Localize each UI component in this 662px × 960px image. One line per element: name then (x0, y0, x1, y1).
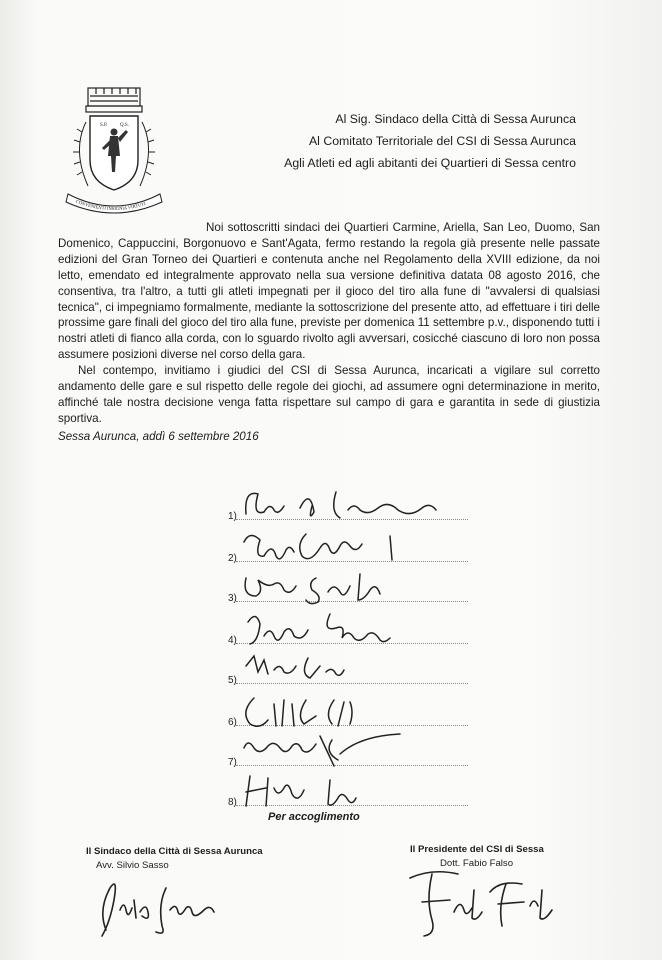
president-title: Il Presidente del CSI di Sessa (410, 844, 544, 855)
signature-number: 4) (228, 635, 237, 646)
place-and-date: Sessa Aurunca, addì 6 settembre 2016 (58, 430, 259, 443)
signature-number: 7) (228, 757, 237, 768)
handwritten-signature (240, 608, 470, 648)
letter-body (58, 220, 600, 427)
paragraph-commitment: Noi sottoscritti sindaci dei Quartieri Carmine, Ariella, San Leo, Duomo, San Domenico, Cappuccini, Borgonuovo e Sant'Agata, fermo restando la regola già presente nelle passate edizioni del Gran Torneo dei Quartieri e contenuta anche nel Regolamento della XVIII edizione, da noi letto, emendato ed integralmente approvato nella sua versione definitiva datata 08 agosto 2016, che consentiva, tra l'altro, a tutti gli atleti impegnati per il gioco del tiro alla fune di "avvalersi di qualsiasi tecnica", ci impegniamo formalmente, mediante la sottoscrizione del presente atto, ad effettuare i tiri delle prossime gare finali del gioco del tiro alla fune, previste per domenica 11 settembre p.v., disponendo tutti i nostri atleti di fianco alla corda, con lo sguardo rivolto agli avversari, cosicché ciascuno di loro non possa assumere posizioni diverse nel corso della gara. (58, 221, 600, 362)
signature-number: 8) (228, 797, 237, 808)
handwritten-signature (240, 730, 470, 770)
signature-number: 2) (228, 553, 237, 564)
addressee-athletes: Agli Atleti ed agli abitanti dei Quartieri di Sessa centro (284, 156, 576, 170)
signature-row (228, 526, 468, 566)
acceptance-heading: Per accoglimento (268, 811, 360, 823)
mayor-title: Il Sindaco della Città di Sessa Aurunca (86, 846, 263, 857)
handwritten-signature (240, 690, 470, 730)
signature-row (228, 608, 468, 648)
mayor-name: Avv. Silvio Sasso (96, 860, 169, 871)
handwritten-signature (240, 484, 470, 524)
signature-row (228, 484, 468, 524)
ribbon-motto: CONVENIENTI INSIGNIA VIRTUTI (75, 198, 147, 212)
signature-row (228, 648, 468, 688)
president-name: Dott. Fabio Falso (440, 858, 514, 869)
addressee-committee: Al Comitato Territoriale del CSI di Sessa Aurunca (308, 134, 576, 148)
signature-number: 5) (228, 675, 237, 686)
handwritten-signature (240, 566, 470, 606)
signature-row (228, 690, 468, 730)
signature-number: 3) (228, 593, 237, 604)
signature-row (228, 566, 468, 606)
city-coat-of-arms (62, 86, 166, 218)
mayor-block (86, 846, 263, 871)
addressee-block (284, 108, 576, 174)
mayor-signature (96, 870, 246, 940)
signature-row (228, 730, 468, 770)
handwritten-signature (240, 770, 470, 810)
president-signature (402, 860, 572, 940)
svg-text:S.P.: S.P. (100, 123, 108, 128)
handwritten-signature (240, 648, 470, 688)
signature-row (228, 770, 468, 810)
paragraph-request: Nel contempo, invitiamo i giudici del CSI di Sessa Aurunca, incaricati a vigilare sul corretto andamento delle gare e sul rispetto delle regole dei giochi, ad assumere ogni determinazione in merito, affinché tale nostra decisione venga fatta rispettare sul campo di gara e garantita in sede di giustizia sportiva. (58, 364, 600, 425)
addressee-mayor: Al Sig. Sindaco della Città di Sessa Aurunca (335, 112, 576, 126)
signature-number: 1) (228, 511, 237, 522)
signature-number: 6) (228, 717, 237, 728)
svg-text:Q.S.: Q.S. (120, 123, 129, 128)
handwritten-signature (240, 526, 470, 566)
